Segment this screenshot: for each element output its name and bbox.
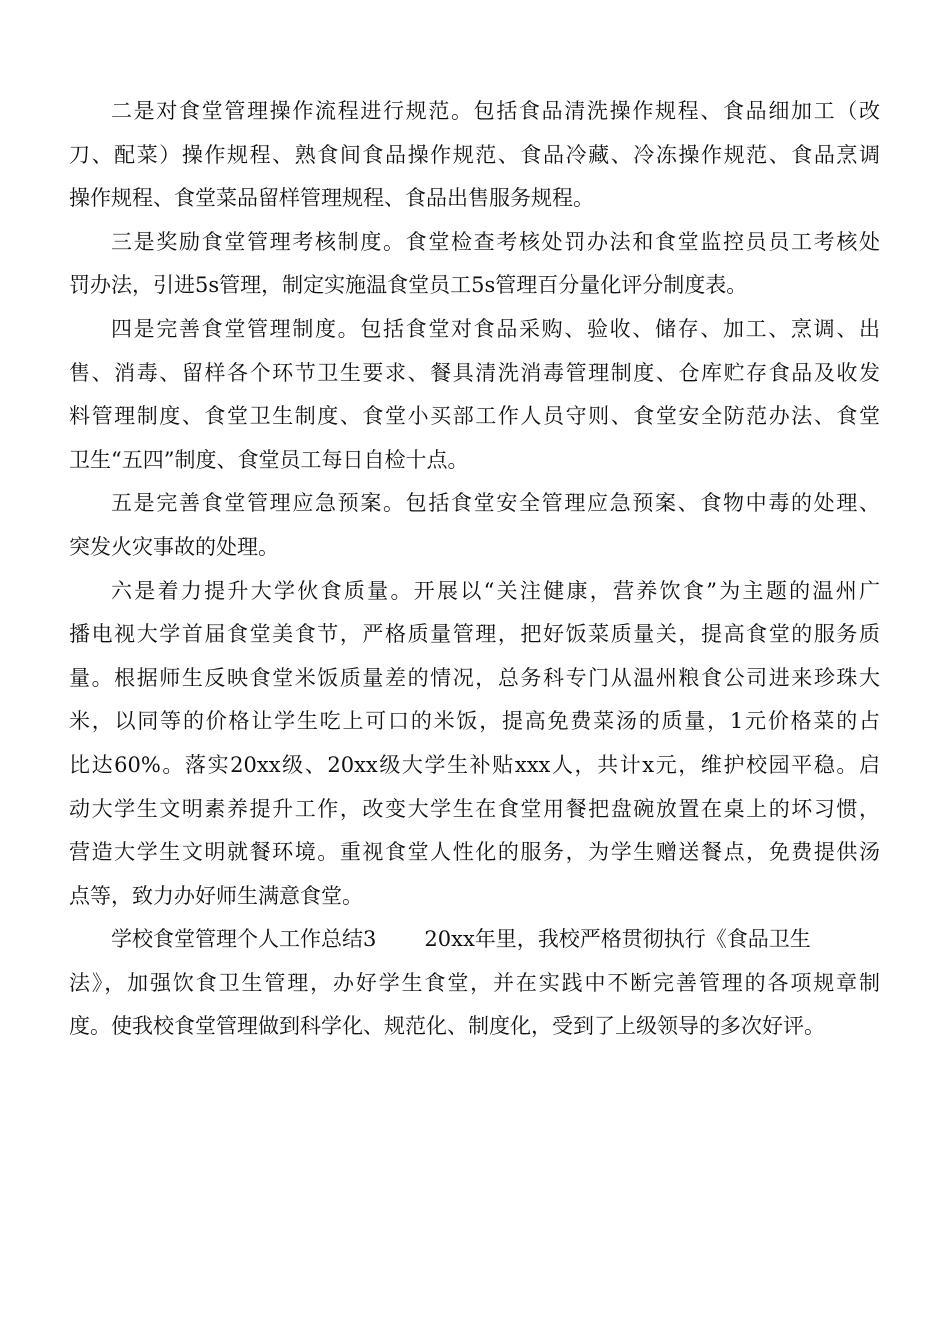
paragraph-summary-3 bbox=[69, 918, 880, 1049]
text-line: 法》，加强饮食卫生管理，办好学生食堂，并在实践中不断完善管理的各项规章制 bbox=[69, 970, 880, 995]
paragraph-4 bbox=[69, 308, 880, 482]
text-line: 罚办法，引进5s管理，制定实施温食堂员工5s管理百分量化评分制度表。 bbox=[69, 273, 748, 298]
text-line: 三是奖励食堂管理考核制度。食堂检查考核处罚办法和食堂监控员员工考核处 bbox=[111, 229, 880, 254]
text-line: 料管理制度、食堂卫生制度、食堂小买部工作人员守则、食堂安全防范办法、食堂 bbox=[69, 404, 880, 429]
text-line: 播电视大学首届食堂美食节，严格质量管理，把好饭菜质量关，提高食堂的服务质 bbox=[69, 622, 880, 647]
text-line: 营造大学生文明就餐环境。重视食堂人性化的服务，为学生赠送餐点，免费提供汤 bbox=[69, 840, 880, 865]
text-line bbox=[69, 918, 880, 962]
text-line: 六是着力提升大学伙食质量。开展以“关注健康，营养饮食”为主题的温州广 bbox=[111, 578, 880, 603]
text-line: 动大学生文明素养提升工作，改变大学生在食堂用餐把盘碗放置在桌上的坏习惯， bbox=[69, 796, 880, 821]
section-heading: 学校食堂管理个人工作总结3 bbox=[111, 927, 377, 952]
text-line: 点等，致力办好师生满意食堂。 bbox=[69, 883, 363, 908]
text-line: 二是对食堂管理操作流程进行规范。包括食品清洗操作规程、食品细加工（改 bbox=[111, 99, 880, 123]
text-line: 量。根据师生反映食堂米饭质量差的情况，总务科专门从温州粮食公司进来珍珠大 bbox=[69, 665, 880, 690]
section-intro: 20xx年里，我校严格贯彻执行《食品卫生 bbox=[424, 927, 811, 952]
text-line: 操作规程、食堂菜品留样管理规程、食品出售服务规程。 bbox=[69, 186, 594, 211]
paragraph-2 bbox=[69, 90, 880, 221]
text-line: 刀、配菜）操作规程、熟食间食品操作规范、食品冷藏、冷冻操作规范、食品烹调 bbox=[69, 142, 880, 167]
text-line: 米，以同等的价格让学生吃上可口的米饭，提高免费菜汤的质量，1元价格菜的占 bbox=[69, 709, 880, 734]
text-line: 卫生“五四”制度、食堂员工每日自检十点。 bbox=[69, 447, 469, 472]
text-line: 度。使我校食堂管理做到科学化、规范化、制度化，受到了上级领导的多次好评。 bbox=[69, 1014, 825, 1039]
document-body bbox=[69, 90, 880, 1049]
paragraph-3 bbox=[69, 221, 880, 308]
paragraph-6 bbox=[69, 570, 880, 919]
text-line: 售、消毒、留样各个环节卫生要求、餐具清洗消毒管理制度、仓库贮存食品及收发 bbox=[69, 360, 880, 385]
text-line: 比达60%。落实20xx级、20xx级大学生补贴xxx人，共计x元，维护校园平稳。启 bbox=[69, 752, 880, 777]
text-line: 四是完善食堂管理制度。包括食堂对食品采购、验收、储存、加工、烹调、出 bbox=[111, 316, 880, 341]
text-line: 五是完善食堂管理应急预案。包括食堂安全管理应急预案、食物中毒的处理、 bbox=[111, 491, 880, 516]
paragraph-5 bbox=[69, 482, 880, 569]
text-line: 突发火灾事故的处理。 bbox=[69, 534, 279, 559]
